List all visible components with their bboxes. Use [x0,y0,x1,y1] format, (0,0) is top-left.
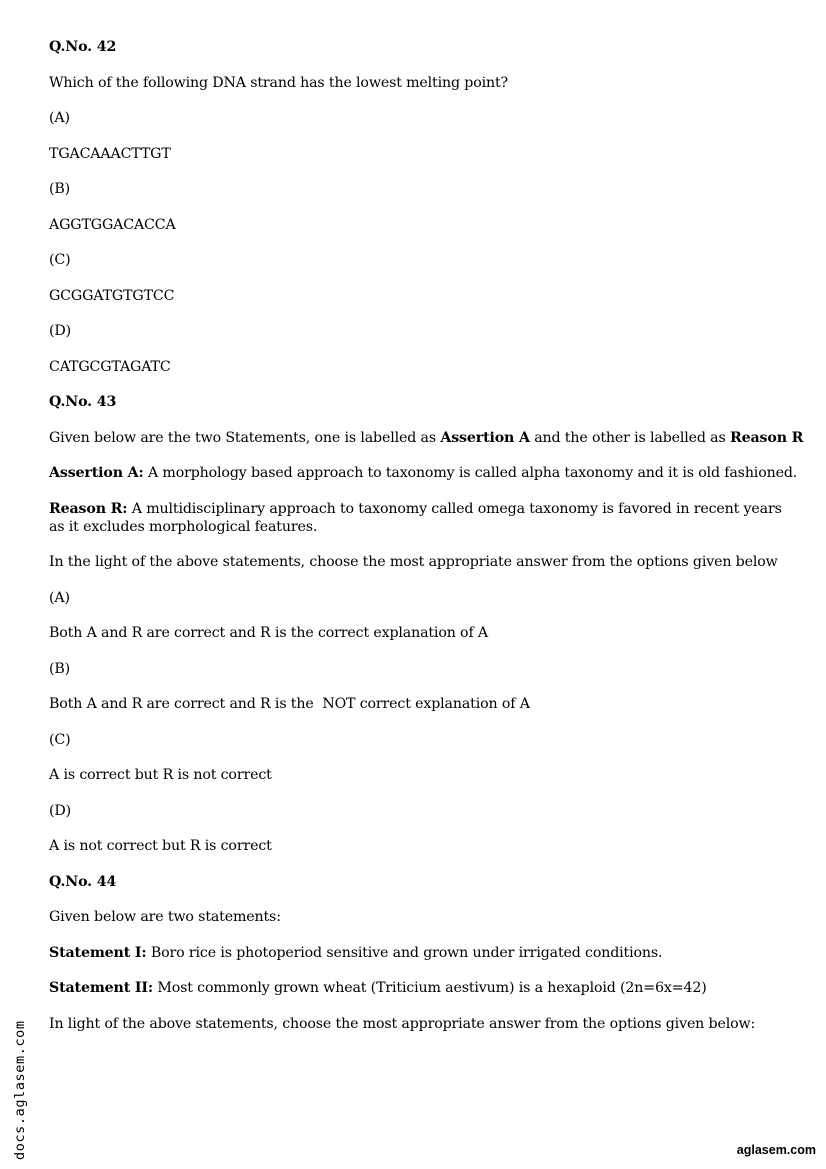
option-text: A is correct but R is not correct [49,767,272,783]
reason-term: Reason R [729,429,804,446]
assertion-statement [49,464,798,482]
reason-statement [49,500,789,536]
option-label: (C) [49,731,71,748]
option-label: (B) [49,660,71,677]
question-43 [49,393,804,855]
option-label: (B) [49,181,71,197]
instruction-text: In the light of the above statements, choose the most appropriate answer from the options given below [49,554,778,570]
assertion-text: A morphology based approach to taxonomy is called alpha taxonomy and it is old fashioned. [143,465,798,481]
option-label: (D) [49,802,71,819]
option-text: A is not correct but R is correct [49,838,272,854]
side-watermark: docs.aglasem.com [12,1020,28,1160]
option-text: CATGCGTAGATC [49,358,171,375]
instruction-text: In light of the above statements, choose the most appropriate answer from the options given below: [49,1015,756,1032]
question-42 [49,38,789,376]
option-label: (D) [49,323,71,339]
option-text: AGGTGGACACCA [49,216,176,233]
option-text: GCGGATGTGTCC [49,287,175,304]
intro-text: Given below are the two Statements, one is labelled as [49,429,441,446]
reason-label: Reason R: [49,500,128,517]
intro-text: and the other is labelled as [529,429,730,446]
question-paper-page [49,38,804,1050]
statement-1-label: Statement I: [49,944,147,961]
corner-watermark: aglasem.com [736,1143,816,1157]
statement-2-text: Most commonly grown wheat (Triticium aestivum) is a hexaploid (2n=6x=42) [152,980,707,996]
question-44 [49,873,789,1033]
reason-text: A multidisciplinary approach to taxonomy called omega taxonomy is favored in recent years as it excludes morphological features. [49,500,782,535]
statement-2-label: Statement II: [49,980,153,996]
option-label: (A) [49,589,70,606]
question-number: Q.No. 42 [49,39,117,55]
option-label: (A) [49,110,70,126]
option-text: Both A and R are correct and R is the NOT correct explanation of A [49,696,530,712]
question-text: Which of the following DNA strand has the lowest melting point? [49,74,508,91]
option-text: TGACAAACTTGT [49,145,171,162]
question-intro [49,429,804,447]
statement-1-text: Boro rice is photoperiod sensitive and grown under irrigated conditions. [146,944,663,961]
statement-1 [49,944,789,962]
assertion-label: Assertion A: [49,465,144,481]
option-text: Both A and R are correct and R is the correct explanation of A [49,625,489,641]
assertion-term: Assertion A [440,429,530,446]
statement-2 [49,979,789,997]
question-intro: Given below are two statements: [49,909,281,925]
option-label: (C) [49,252,71,268]
question-number: Q.No. 43 [49,394,117,410]
question-number: Q.No. 44 [49,873,117,890]
